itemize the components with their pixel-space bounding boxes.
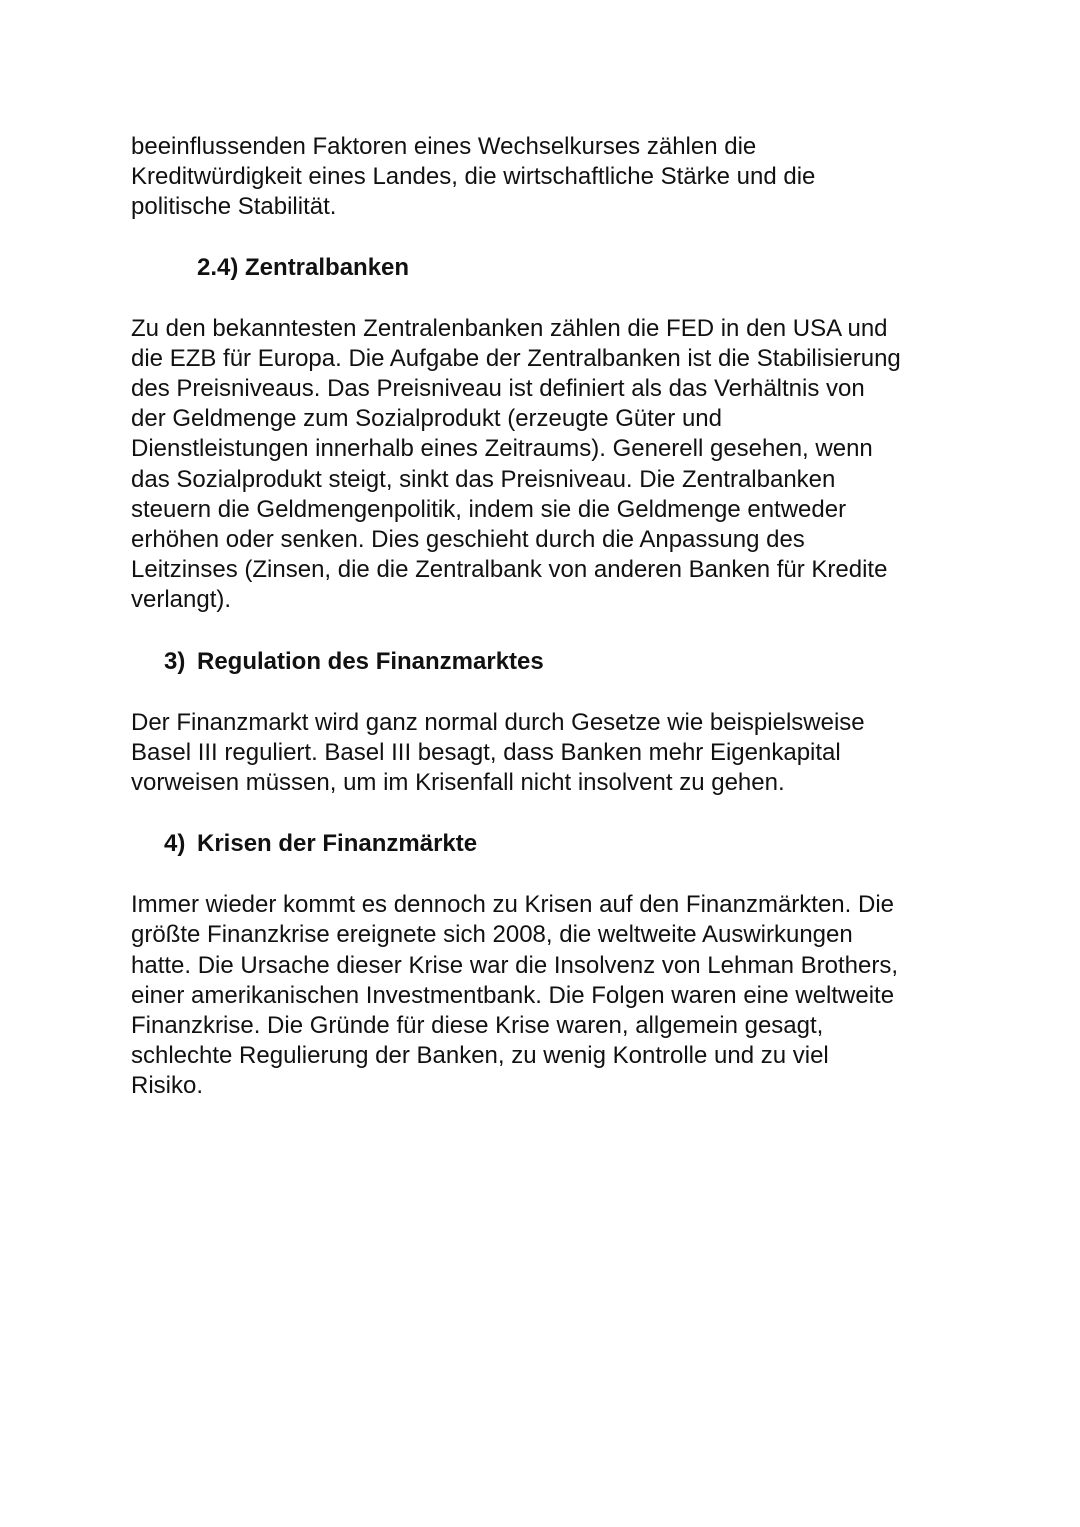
text-line: größte Finanzkrise ereignete sich 2008, die weltweite Auswirkungen [131, 921, 853, 949]
section-number: 3) [164, 647, 186, 675]
section-title: Krisen der Finanzmärkte [197, 830, 478, 858]
text-line: Risiko. [131, 1072, 204, 1100]
text-line: Dienstleistungen innerhalb eines Zeitraums). Generell gesehen, wenn [131, 435, 873, 463]
text-line: Der Finanzmarkt wird ganz normal durch Gesetze wie beispielsweise [131, 708, 865, 736]
section-heading-3 [131, 647, 961, 677]
paragraph-regulation [131, 708, 961, 799]
text-line: steuern die Geldmengenpolitik, indem sie die Geldmenge entweder [131, 495, 847, 523]
text-line: Immer wieder kommt es dennoch zu Krisen auf den Finanzmärkten. Die [131, 891, 894, 919]
section-heading-2-4: 2.4) Zentralbanken [197, 253, 410, 281]
text-line: verlangt). [131, 586, 232, 614]
text-line: einer amerikanischen Investmentbank. Die Folgen waren eine weltweite [131, 981, 895, 1009]
text-line: Basel III reguliert. Basel III besagt, dass Banken mehr Eigenkapital [131, 738, 841, 766]
text-line: erhöhen oder senken. Dies geschieht durch die Anpassung des [131, 526, 805, 554]
text-line: vorweisen müssen, um im Krisenfall nicht insolvent zu gehen. [131, 769, 785, 797]
document-page [131, 132, 961, 1102]
text-line: Leitzinses (Zinsen, die die Zentralbank von anderen Banken für Kredite [131, 556, 888, 584]
section-title: Regulation des Finanzmarktes [197, 647, 544, 675]
text-line: die EZB für Europa. Die Aufgabe der Zentralbanken ist die Stabilisierung [131, 344, 901, 372]
text-line: des Preisniveaus. Das Preisniveau ist definiert als das Verhältnis von [131, 375, 865, 403]
text-line: das Sozialprodukt steigt, sinkt das Preisniveau. Die Zentralbanken [131, 465, 836, 493]
text-line: Finanzkrise. Die Gründe für diese Krise waren, allgemein gesagt, [131, 1012, 824, 1040]
text-line: Kreditwürdigkeit eines Landes, die wirtschaftliche Stärke und die [131, 163, 816, 191]
text-line: Zu den bekanntesten Zentralenbanken zählen die FED in den USA und [131, 314, 888, 342]
text-line: beeinflussenden Faktoren eines Wechselkurses zählen die [131, 133, 757, 160]
intro-paragraph [131, 132, 961, 223]
paragraph-krisen [131, 890, 961, 1101]
paragraph-zentralbanken [131, 314, 961, 616]
section-heading-4 [131, 829, 961, 859]
section-number: 4) [164, 830, 186, 858]
text-line: der Geldmenge zum Sozialprodukt (erzeugte Güter und [131, 405, 722, 433]
text-line: hatte. Die Ursache dieser Krise war die Insolvenz von Lehman Brothers, [131, 951, 899, 979]
text-line: schlechte Regulierung der Banken, zu wenig Kontrolle und zu viel [131, 1042, 829, 1070]
text-line: politische Stabilität. [131, 193, 337, 221]
